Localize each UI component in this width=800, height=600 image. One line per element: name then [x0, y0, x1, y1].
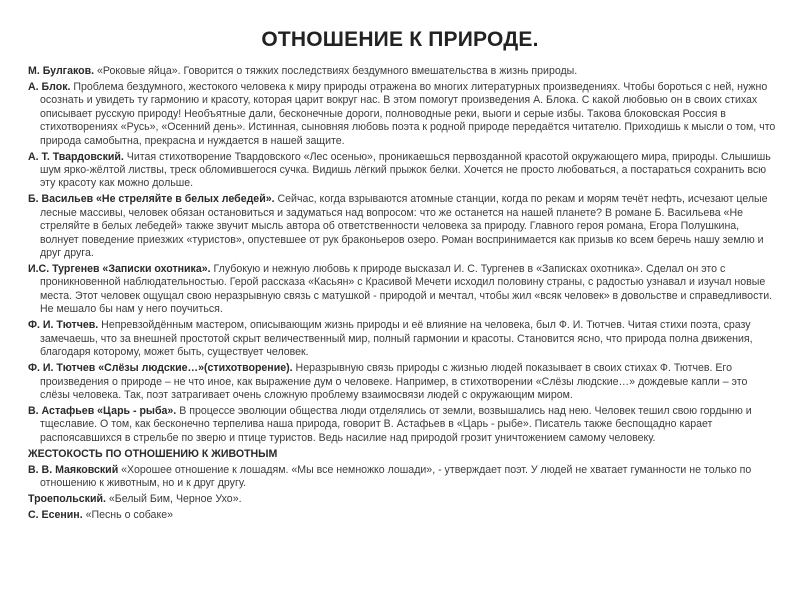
- paragraph-text: Читая стихотворение Твардовского «Лес осенью», проникаешься первозданной красотой окружающего мира, природы. Слышишь шум ярко-жёлтой листвы, треск обломившегося сучка. Видишь лёгкий прыжок белки. Хочется не просто любоваться, а постараться сохранить всю эту красоту как можно дольше.: [40, 150, 771, 190]
- paragraph-tvardovsky: [28, 151, 780, 191]
- paragraph-lead: А. Блок.: [28, 81, 71, 93]
- paragraph-turgenev: [28, 263, 780, 317]
- paragraph-text: Сейчас, когда взрываются атомные станции, когда по рекам и морям течёт нефть, исчезают целые лесные массивы, человек обязан остановиться и задуматься над вопросом: что же останется на нашей планете? В романе Б. Васильева «Не стреляйте в белых лебедей» также звучит мысль автора об ответственности человека за природу. Главного героя романа, Егора Полушкина, волнует поведение приезжих «туристов», опустевшее от рук браконьеров озеро. Роман воспринимается как призыв ко всем беречь нашу землю и друг друга.: [40, 193, 768, 260]
- paragraph-vasiliev: [28, 193, 780, 260]
- paragraph-tyutchev: [28, 319, 780, 359]
- paragraph-text: Непревзойдённым мастером, описывающим жизнь природы и её влияние на человека, был Ф. И. Тютчев. Читая стихи поэта, сразу замечаешь, что за внешней простотой скрыт величественный мир, полный гармонии и красоты. Становится ясно, что природа полна движения, благодаря которому, может быть, существует человек.: [40, 319, 753, 359]
- paragraph-troepolsky: [28, 493, 780, 506]
- section-heading-animal-cruelty: ЖЕСТОКОСТЬ ПО ОТНОШЕНИЮ К ЖИВОТНЫМ: [28, 447, 278, 460]
- paragraph-text: В процессе эволюции общества люди отделялись от земли, возвышались над нею. Человек тешил свою гордыню и тщеславие. О том, как бесконечно терпелива наша природа, говорит В. Астафьев в «Царь - рыбе». Писатель также беспощадно карает распоясавшихся в стрельбе по зверю и птице туристов. Ведь насилие над природой грозит уничтожением самому человеку.: [40, 404, 752, 444]
- paragraph-text: Проблема бездумного, жестокого человека к миру природы отражена во многих литературных произведениях. Чтобы бороться с ней, нужно осознать и увидеть ту гармонию и красоту, которая царит вокруг нас. В этом помогут произведения А. Блока. С какой любовью он в своих стихах описывает русскую природу! Необъятные дали, бесконечные дороги, полноводные реки, выоги и серые избы. Такова блоковская Россия в стихотворениях «Русь», «Осенний день». Истинная, сыновняя любовь поэта к родной природе передаётся читателю. Приходишь к мысли о том, что природа самобытна, прекрасна и нуждается в нашей защите.: [40, 81, 776, 147]
- paragraph-lead: В. В. Маяковский: [28, 463, 119, 476]
- paragraph-text: «Белый Бим, Черное Ухо».: [105, 493, 242, 506]
- paragraph-lead: М. Булгаков.: [28, 65, 95, 77]
- paragraph-esenin: [28, 509, 780, 522]
- paragraph-lead: А. Т. Твардовский.: [28, 150, 124, 163]
- content-body: [28, 65, 780, 525]
- paragraph-lead: В. Астафьев «Царь - рыба».: [28, 404, 177, 417]
- paragraph-text: Глубокую и нежную любовь к природе высказал И. С. Тургенев в «Записках охотника». Сделал он это с проникновенной наблюдательностью. Герой рассказа «Касьян» с Красивой Мечети исходил половину страны, с радостью узнавал и изучал новые места. Этот человек ощущал свою неразрывную связь с матушкой - природой и мечтал, чтобы жил «всяк человек» в довольстве и справедливости. Не мешало бы нам у него поучиться.: [40, 263, 773, 316]
- paragraph-lead: Б. Васильев «Не стреляйте в белых лебедей».: [28, 193, 275, 206]
- paragraph-mayakovsky: [28, 464, 780, 491]
- paragraph-astafiev: [28, 405, 780, 445]
- paragraph-tyutchev-tears: [28, 362, 780, 402]
- paragraph-lead: Ф. И. Тютчев.: [28, 319, 99, 332]
- paragraph-bulgakov: [28, 65, 780, 78]
- paragraph-lead: Ф. И. Тютчев «Слёзы людские…»(стихотворение).: [28, 362, 293, 375]
- page-title: ОТНОШЕНИЕ К ПРИРОДЕ.: [261, 28, 539, 51]
- paragraph-text: «Хорошее отношение к лошадям. «Мы все немножко лошади», - утверждает поэт. У людей не хватает гуманности не только по отношению к животным, но и к друг другу.: [40, 463, 752, 490]
- paragraph-text: Неразрывную связь природы с жизнью людей показывает в своих стихах Ф. Тютчев. Его произведения о природе – не что иное, как выражение дум о человеке. Например, в стихотворении «Слёзы людские…» дождевые капли – это слёзы человека. Так, поэт затрагивает очень сложную проблему взаимосвязи людей с окружающим миром.: [40, 362, 748, 401]
- paragraph-lead: С. Есенин.: [28, 509, 83, 522]
- paragraph-lead: Троепольский.: [28, 493, 106, 506]
- paragraph-blok: [28, 81, 780, 148]
- paragraph-lead: И.С. Тургенев «Записки охотника».: [28, 263, 211, 276]
- paragraph-text: «Песнь о собаке»: [82, 509, 173, 522]
- paragraph-text: «Роковые яйца». Говорится о тяжких последствиях бездумного вмешательства в жизнь природы.: [94, 65, 578, 77]
